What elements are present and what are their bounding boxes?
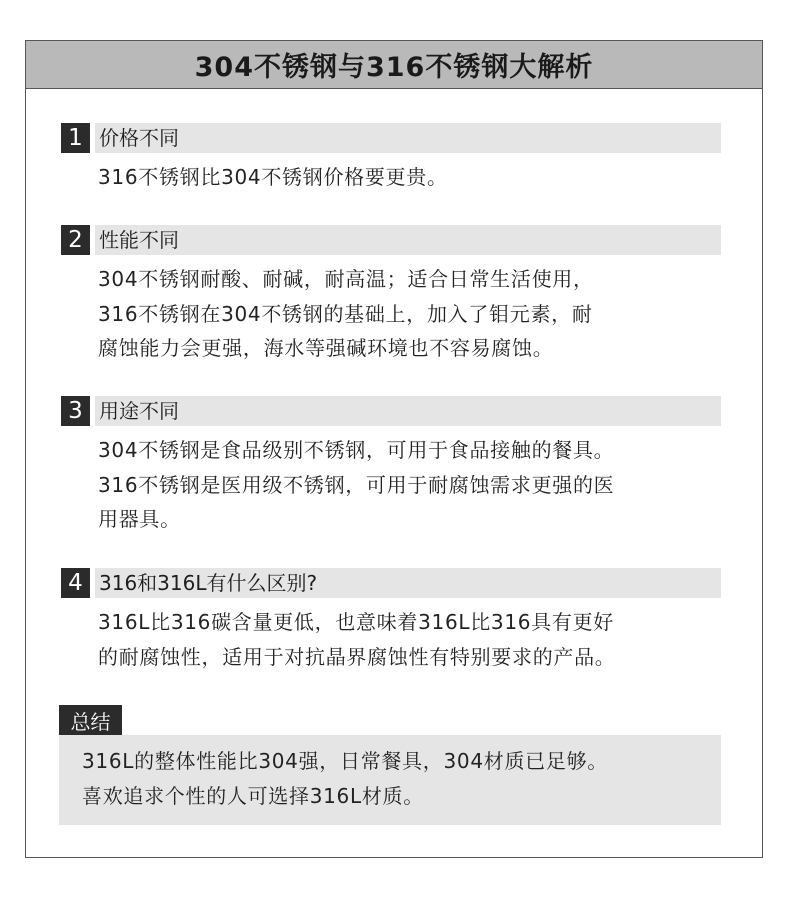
- section-number-badge: 4: [61, 568, 90, 598]
- body-line: 316不锈钢是医用级不锈钢，可用于耐腐蚀需求更强的医: [98, 472, 615, 497]
- section-body: [98, 433, 721, 537]
- body-line: 316L比316碳含量更低，也意味着316L比316具有更好: [98, 610, 614, 634]
- title-bar: [26, 41, 762, 89]
- summary-line: 316L的整体性能比304强，日常餐具，304材质已足够。: [82, 749, 608, 773]
- body-line: 316不锈钢在304不锈钢的基础上，加入了钼元素，耐: [98, 301, 593, 326]
- body-line: 304不锈钢是食品级别不锈钢，可用于食品接触的餐具。: [98, 438, 615, 462]
- section-header: [61, 225, 721, 255]
- section-title: 316和316L有什么区别?: [99, 571, 318, 595]
- summary-line: 喜欢追求个性的人可选择316L材质。: [82, 784, 424, 808]
- summary-box: [59, 735, 721, 825]
- section-title: 性能不同: [99, 228, 179, 252]
- content-frame: [25, 40, 763, 858]
- body-line: 316不锈钢比304不锈钢价格要更贵。: [98, 165, 448, 189]
- body-line: 的耐腐蚀性，适用于对抗晶界腐蚀性有特别要求的产品。: [98, 644, 616, 669]
- section-price: [61, 123, 721, 195]
- section-performance: [61, 225, 721, 366]
- section-title: 用途不同: [99, 399, 179, 423]
- section-title: 价格不同: [99, 126, 179, 150]
- section-header: [61, 123, 721, 153]
- section-number-badge: 3: [61, 396, 90, 426]
- section-usage: [61, 396, 721, 537]
- section-316-vs-316l: [61, 568, 721, 674]
- page-title: 304不锈钢与316不锈钢大解析: [194, 52, 594, 83]
- section-header: [61, 396, 721, 426]
- summary-label: 总结: [59, 705, 122, 735]
- body-line: 腐蚀能力会更强，海水等强碱环境也不容易腐蚀。: [98, 336, 554, 360]
- section-number-badge: 2: [61, 225, 90, 255]
- section-header-bar: [95, 396, 721, 426]
- section-number-badge: 1: [61, 123, 90, 153]
- section-body: [98, 605, 721, 674]
- body-line: 用器具。: [98, 507, 181, 531]
- section-header: [61, 568, 721, 598]
- body-line: 304不锈钢耐酸、耐碱，耐高温；适合日常生活使用，: [98, 267, 594, 291]
- section-header-bar: [95, 123, 721, 153]
- section-body: [98, 262, 721, 366]
- section-body: [98, 160, 721, 195]
- section-header-bar: [95, 225, 721, 255]
